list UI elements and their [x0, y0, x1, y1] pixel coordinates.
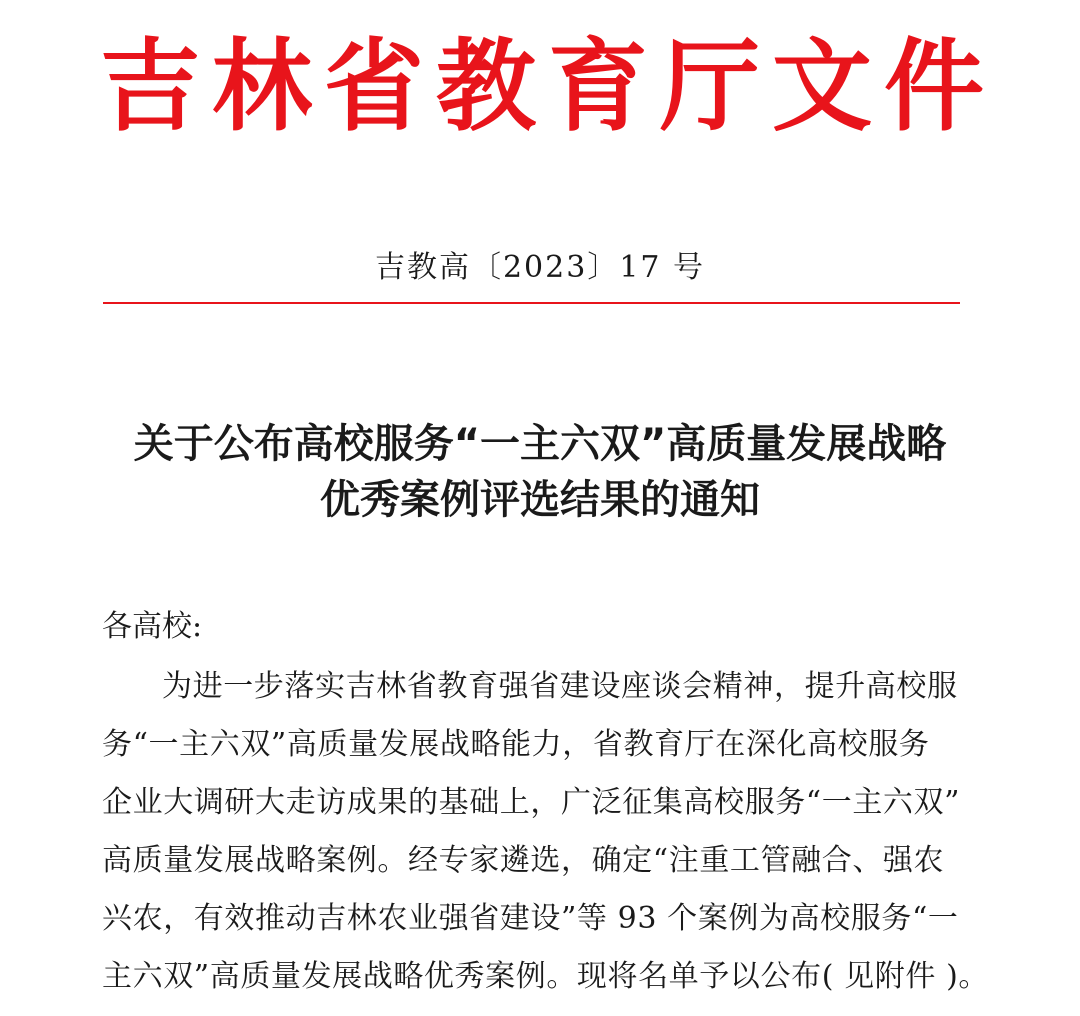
- body-line-4: 高质量发展战略案例。经专家遴选，确定“注重工管融合、强农: [102, 843, 945, 878]
- salutation: 各高校:: [102, 609, 203, 644]
- body-paragraph: [102, 658, 990, 1006]
- red-separator-line: [103, 302, 960, 304]
- document-title: [60, 416, 1020, 528]
- document-title-line-1: 关于公布高校服务“一主六双”高质量发展战略: [133, 421, 947, 467]
- issuing-authority-header: 吉林省教育厅文件: [100, 27, 996, 145]
- body-line-2: 务“一主六双”高质量发展战略能力，省教育厅在深化高校服务: [102, 727, 930, 762]
- body-line-6: 主六双”高质量发展战略优秀案例。现将名单予以公布( 见附件 )。: [102, 959, 990, 994]
- document-title-line-2: 优秀案例评选结果的通知: [320, 477, 760, 523]
- body-line-1: 为进一步落实吉林省教育强省建设座谈会精神，提升高校服: [162, 669, 958, 704]
- body-line-5: 兴农，有效推动吉林农业强省建设”等 93 个案例为高校服务“一: [102, 901, 959, 936]
- document-number: 吉教高〔2023〕17 号: [374, 250, 706, 285]
- body-line-3: 企业大调研大走访成果的基础上，广泛征集高校服务“一主六双”: [102, 785, 961, 820]
